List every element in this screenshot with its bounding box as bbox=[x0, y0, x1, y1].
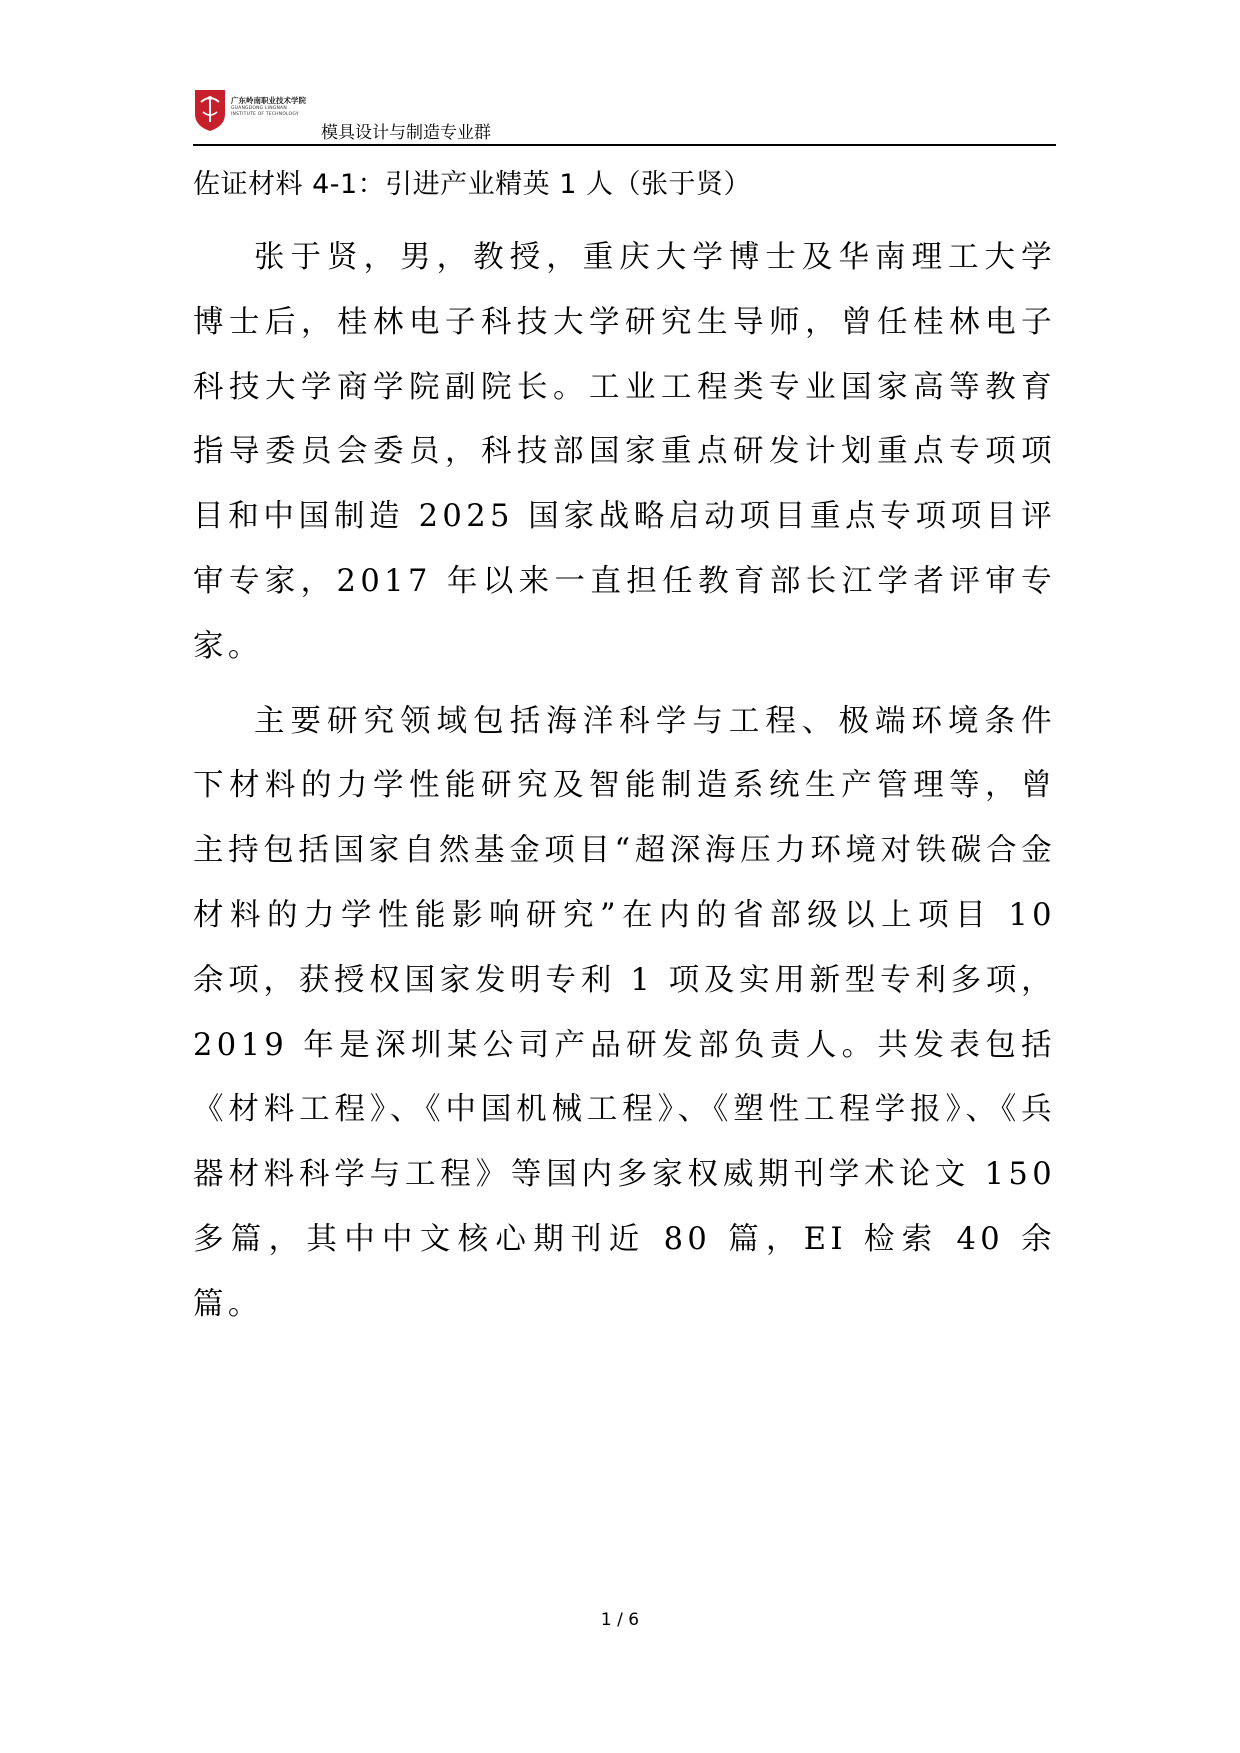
document-body bbox=[193, 226, 1056, 1348]
document-title: 佐证材料 4-1：引进产业精英 1 人（张于贤） bbox=[193, 169, 752, 200]
header-title: 模具设计与制造专业群 bbox=[321, 123, 491, 143]
school-logo bbox=[193, 88, 313, 132]
paragraph-biography: 张于贤，男，教授，重庆大学博士及华南理工大学博士后，桂林电子科技大学研究生导师，曾任桂林电子科技大学商学院副院长。工业工程类专业国家高等教育指导委员会委员，科技部国家重点研发计划重点专项项目和中国制造 2025 国家战略启动项目重点专项项目评审专家，2017 年以来一直担任教育部长江学者评审专家。 bbox=[193, 240, 1056, 664]
school-emblem-icon bbox=[193, 88, 227, 132]
paragraph-research: 主要研究领域包括海洋科学与工程、极端环境条件下材料的力学性能研究及智能制造系统生产管理等，曾主持包括国家自然基金项目“超深海压力环境对铁碳合金材料的力学性能影响研究”在内的省部级以上项目 10 余项，获授权国家发明专利 1 项及实用新型专利多项，2019 年是深圳某公司产品研发部负责人。共发表包括《材料工程》、《中国机械工程》、《塑性工程学报》、《兵器材料科学与工程》等国内多家权威期刊学术论文 150 多篇，其中中文核心期刊近 80 篇，EI 检索 40 余篇。 bbox=[193, 703, 1056, 1322]
page-header bbox=[193, 86, 1056, 146]
school-name-en: GUANGDONG LINGNAN INSTITUTE OF TECHNOLOGY bbox=[231, 106, 299, 117]
school-name-cn: 广东岭南职业技术学院 bbox=[231, 96, 306, 105]
page-number: 1 / 6 bbox=[600, 1610, 640, 1630]
